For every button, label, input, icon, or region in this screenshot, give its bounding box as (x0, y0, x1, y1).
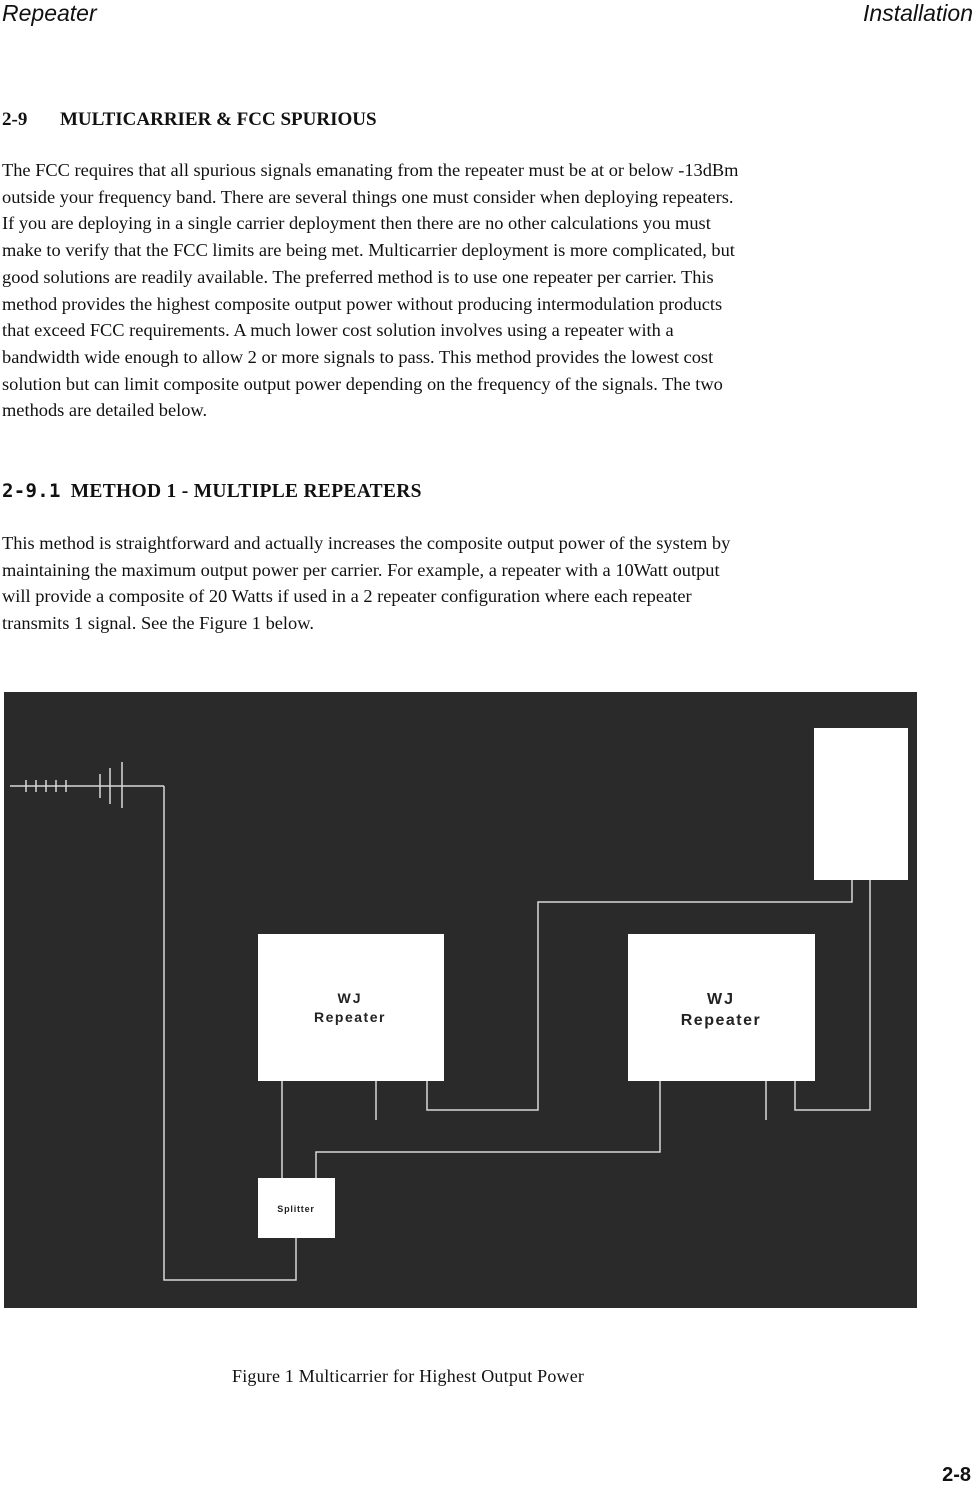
section-title: MULTICARRIER & FCC SPURIOUS (60, 109, 377, 130)
paragraph-line: that exceed FCC requirements. A much lower cost solution involves using a repeater with a (2, 320, 674, 341)
splitter-label: Splitter (277, 1204, 315, 1214)
diagram-canvas (4, 692, 917, 1308)
page-number: 2-8 (942, 1464, 971, 1486)
paragraph-line: will provide a composite of 20 Watts if used in a 2 repeater configuration where each repeater (2, 586, 692, 607)
section-paragraph (2, 157, 932, 424)
paragraph-line: If you are deploying in a single carrier deployment then there are no other calculations you must (2, 213, 711, 234)
paragraph-line: solution but can limit composite output power depending on the frequency of the signals. The two (2, 373, 723, 394)
repeater1-box (258, 934, 444, 1081)
repeater2-label-line2: Repeater (680, 1012, 762, 1029)
running-header-left: Repeater (2, 0, 97, 26)
paragraph-line: outside your frequency band. There are several things one must consider when deploying repeaters. (2, 186, 734, 207)
subsection-paragraph (2, 530, 932, 637)
splitter-to-repeater2-cable (316, 1081, 660, 1178)
paragraph-line: good solutions are readily available. The preferred method is to use one repeater per carrier. This (2, 266, 714, 287)
antenna-icon (10, 762, 164, 808)
subsection-heading (2, 479, 422, 504)
figure-caption: Figure 1 Multicarrier for Highest Output Power (232, 1366, 585, 1386)
subsection-number: 2-9.1 (2, 480, 61, 502)
figure-1-diagram (4, 692, 917, 1308)
paragraph-line: This method is straightforward and actually increases the composite output power of the system by (2, 533, 731, 553)
paragraph-line: bandwidth wide enough to allow 2 or more signals to pass. This method provides the lowest cost (2, 346, 714, 367)
repeater1-label-line2: Repeater (314, 1009, 386, 1025)
repeater1-label-line1: WJ (337, 990, 363, 1006)
paragraph-line: transmits 1 signal. See the Figure 1 below. (2, 613, 314, 634)
paragraph-line: maintaining the maximum output power per carrier. For example, a repeater with a 10Watt output (2, 559, 720, 580)
output-device-box (814, 728, 908, 880)
paragraph-line: The FCC requires that all spurious signals emanating from the repeater must be at or below -13dBm (2, 160, 739, 180)
running-header-right: Installation (863, 0, 973, 26)
section-number: 2-9 (2, 109, 28, 130)
paragraph-line: method provides the highest composite output power without producing intermodulation products (2, 293, 723, 314)
paragraph-line: methods are detailed below. (2, 400, 208, 421)
paragraph-line: make to verify that the FCC limits are being met. Multicarrier deployment is more complicated, but (2, 240, 735, 261)
repeater2-label-line1: WJ (707, 991, 735, 1008)
section-heading (2, 108, 377, 132)
subsection-title: METHOD 1 - MULTIPLE REPEATERS (70, 481, 422, 502)
